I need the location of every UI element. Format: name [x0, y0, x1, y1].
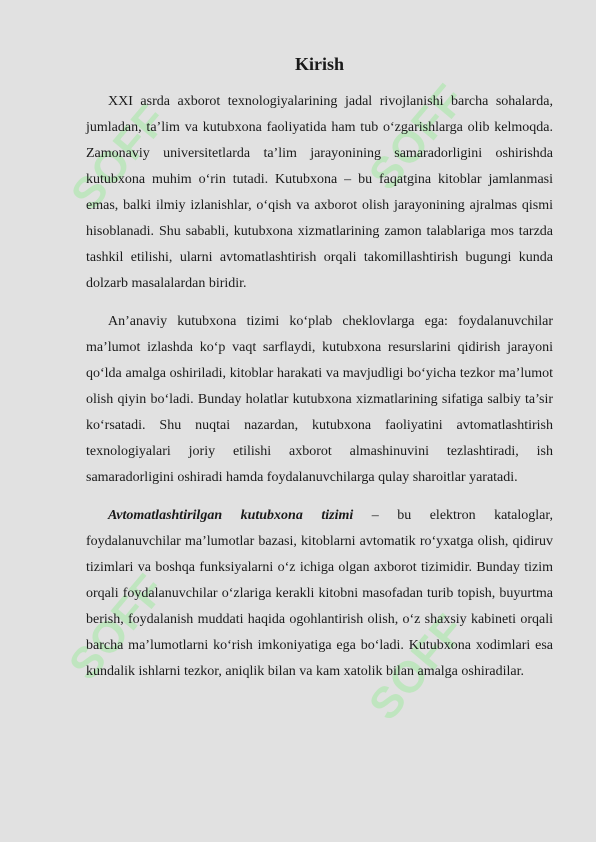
watermark-logo: SOFF: [359, 74, 476, 200]
watermark-logo: SOFF: [61, 94, 178, 220]
paragraph-2: An’anaviy kutubxona tizimi ko‘plab cheklovlarga ega: foydalanuvchilar ma’lumot izlashda ko‘p vaqt sarflaydi, kutubxona resurslarini qidirish jarayoni qo‘lda amalga oshiriladi, kitoblar harakati va mavjudligi bo‘yicha tezkor ma’lumot olish qiyin bo‘ladi. Bunday holatlar kutubxona xizmatlarining sifatiga salbiy ta’sir ko‘rsatadi. Shu nuqtai nazardan, kutubxona faoliyatini avtomatlashtirish texnologiyalari joriy etilishi axborot almashinuvini tezlashtiradi, ish samaradorligini oshiradi hamda foydalanuvchilarga qulay sharoitlar yaratadi.: [86, 314, 553, 485]
document-body: [86, 54, 553, 697]
defined-term: Avtomatlashtirilgan kutubxona tizimi: [108, 508, 354, 523]
page-title: Kirish: [294, 54, 344, 74]
watermark-logo: SOFF: [59, 564, 176, 690]
paragraph-1: XXI asrda axborot texnologiyalarining jadal rivojlanishi barcha sohalarda, jumladan, ta’lim va kutubxona faoliyatida ham tub o‘zgarishlarga olib kelmoqda. Zamonaviy universitetlarda ta’lim jarayonining samaradorligini oshirishda kutubxona muhim o‘rin tutadi. Kutubxona – bu faqatgina kitoblar jamlanmasi emas, balki ilmiy izlanishlar, o‘qish va axborot olish jarayonining ajralmas qismi hisoblanadi. Shu sababli, kutubxona xizmatlarining zamon talablariga mos tarzda tashkil etilishi, ularni avtomatlashtirish orqali takomillashtirish bugungi kunda dolzarb masalalardan biridir.: [86, 94, 553, 291]
watermark-logo: SOFF: [359, 604, 476, 730]
paragraph-3-text: – bu elektron kataloglar, foydalanuvchilar ma’lumotlar bazasi, kitoblarni avtomatik ro‘yxatga olish, qidiruv tizimlari va boshqa funksiyalarni o‘z ichiga olgan axborot tizimidir. Bunday tizim orqali foydalanuvchilar o‘zlariga kerakli kitobni masofadan turib topish, buyurtma berish, foydalanish muddati haqida ogohlantirish olish, o‘z shaxsiy kabineti orqali barcha ma’lumotlarni ko‘rish imkoniyatiga ega bo‘ladi. Kutubxona xodimlari esa kundalik ishlarni tezkor, aniqlik bilan va kam xatolik bilan amalga oshiradilar.: [86, 508, 553, 679]
paragraph-3: [86, 503, 553, 685]
